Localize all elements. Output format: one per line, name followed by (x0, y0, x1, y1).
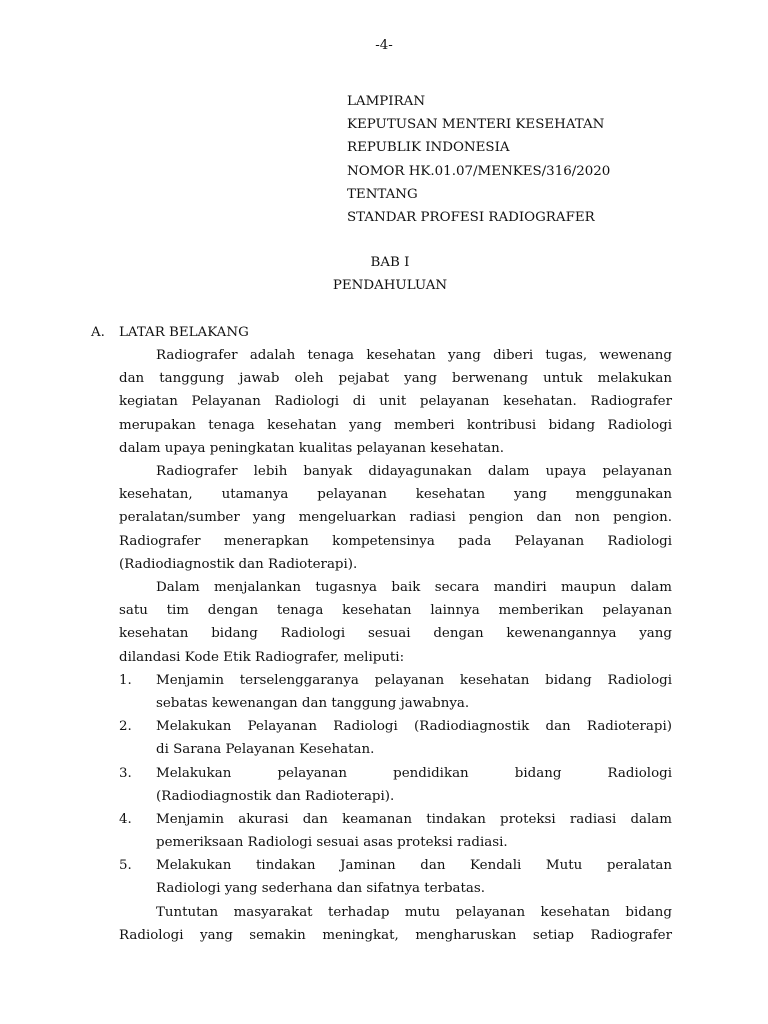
header-line-tentang: TENTANG (347, 186, 418, 202)
paragraph-line: Radiografer adalah tenaga kesehatan yang diberi tugas, wewenang (156, 348, 672, 363)
paragraph-line: Radiologi yang semakin meningkat, mengharuskan setiap Radiografer (119, 928, 672, 944)
page-number: -4- (375, 38, 393, 53)
paragraph-4 (119, 901, 672, 947)
header-line-lampiran: LAMPIRAN (347, 94, 426, 109)
list-item-line: Menjamin akurasi dan keamanan tindakan proteksi radiasi dalam (156, 812, 672, 827)
paragraph-line: satu tim dengan tenaga kesehatan lainnya memberikan pelayanan (119, 603, 672, 619)
paragraph-line: (Radiodiagnostik dan Radioterapi). (119, 556, 358, 572)
list-item-line: Menjamin terselenggaranya pelayanan kesehatan bidang Radiologi (156, 673, 672, 688)
header-line-subject: STANDAR PROFESI RADIOGRAFER (347, 210, 595, 226)
paragraph-1 (119, 344, 672, 460)
paragraph-line: kegiatan Pelayanan Radiologi di unit pelayanan kesehatan. Radiografer (119, 394, 672, 410)
list-item-line: (Radiodiagnostik dan Radioterapi). (156, 789, 395, 805)
paragraph-line: dan tanggung jawab oleh pejabat yang berwenang untuk melakukan (119, 371, 672, 387)
paragraph-3 (119, 576, 672, 669)
paragraph-line: kesehatan, utamanya pelayanan kesehatan yang menggunakan (119, 487, 672, 503)
header-line-keputusan: KEPUTUSAN MENTERI KESEHATAN (347, 117, 605, 133)
paragraph-line: dalam upaya peningkatan kualitas pelayanan kesehatan. (119, 440, 504, 456)
header-line-republik: REPUBLIK INDONESIA (347, 140, 510, 156)
list-item-line: di Sarana Pelayanan Kesehatan. (156, 742, 375, 758)
chapter-number: BAB I (370, 255, 410, 270)
list-item-line: Melakukan pelayanan pendidikan bidang Radiologi (156, 766, 672, 781)
list-item-line: Melakukan Pelayanan Radiologi (Radiodiagnostik dan Radioterapi) (156, 719, 672, 734)
paragraph-line: Radiografer lebih banyak didayagunakan dalam upaya pelayanan (156, 464, 672, 479)
paragraph-line: merupakan tenaga kesehatan yang memberi kontribusi bidang Radiologi (119, 417, 672, 433)
list-item-number: 5. (119, 858, 132, 873)
list-item-number: 3. (119, 766, 132, 781)
list-item-line: Radiologi yang sederhana dan sifatnya terbatas. (156, 881, 486, 897)
chapter-title: PENDAHULUAN (332, 278, 448, 293)
header-line-nomor: NOMOR HK.01.07/MENKES/316/2020 (347, 163, 611, 179)
list-item-line: pemeriksaan Radiologi sesuai asas proteksi radiasi. (156, 835, 508, 851)
section-letter: A. (91, 325, 105, 340)
list-item-number: 1. (119, 673, 132, 688)
list-item-number: 2. (119, 719, 132, 734)
section-title: LATAR BELAKANG (119, 325, 249, 340)
paragraph-line: kesehatan bidang Radiologi sesuai dengan kewenangannya yang (119, 626, 672, 642)
document-header (347, 90, 610, 229)
paragraph-line: Dalam menjalankan tugasnya baik secara mandiri maupun dalam (156, 580, 672, 595)
list-item-line: Melakukan tindakan Jaminan dan Kendali Mutu peralatan (156, 858, 672, 873)
paragraph-line: dilandasi Kode Etik Radiografer, meliputi: (119, 649, 405, 665)
paragraph-line: Radiografer menerapkan kompetensinya pada Pelayanan Radiologi (119, 533, 672, 549)
paragraph-2 (119, 460, 672, 576)
paragraph-line: Tuntutan masyarakat terhadap mutu pelayanan kesehatan bidang (156, 905, 672, 920)
paragraph-line: peralatan/sumber yang mengeluarkan radiasi pengion dan non pengion. (119, 510, 672, 526)
list-item-line: sebatas kewenangan dan tanggung jawabnya. (156, 696, 470, 712)
list-item-number: 4. (119, 812, 132, 827)
